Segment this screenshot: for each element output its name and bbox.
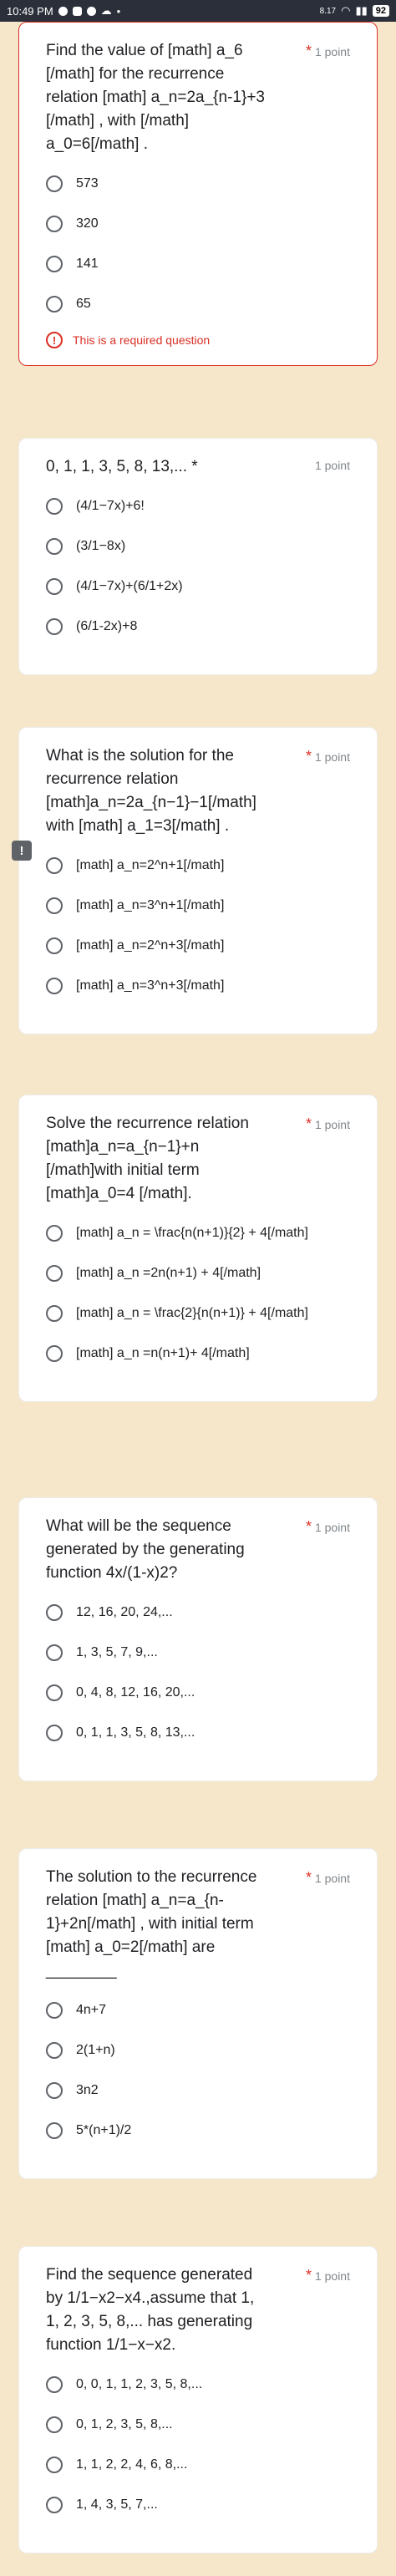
radio-button[interactable] xyxy=(46,1644,63,1661)
instagram-icon xyxy=(73,7,82,16)
radio-button[interactable] xyxy=(46,498,63,515)
option[interactable] xyxy=(46,617,350,636)
radio-button[interactable] xyxy=(46,538,63,555)
radio-button[interactable] xyxy=(46,1684,63,1701)
radio-button[interactable] xyxy=(46,1305,63,1322)
messenger-icon xyxy=(58,7,68,16)
option[interactable] xyxy=(46,1224,350,1242)
option-label: 0, 0, 1, 1, 2, 3, 5, 8,... xyxy=(76,2377,203,2391)
question-title: What will be the sequence generated by the generating function 4x/(1-x)2? xyxy=(46,1517,245,1582)
radio-button[interactable] xyxy=(46,2122,63,2139)
question-card xyxy=(18,1095,378,1402)
option[interactable] xyxy=(46,255,350,273)
option-label: 3n2 xyxy=(76,2083,99,2097)
option-label: 2(1+n) xyxy=(76,2043,115,2057)
radio-button[interactable] xyxy=(46,296,63,312)
radio-button[interactable] xyxy=(46,2497,63,2513)
option[interactable] xyxy=(46,2416,350,2434)
question-card xyxy=(18,22,378,366)
option[interactable] xyxy=(46,1264,350,1283)
question-title: Find the value of [math] a_6 [/math] for the recurrence relation [math] a_n=2a_{n-1}+3 [/math] , with [/math] a_0=6[/math] . xyxy=(46,42,265,153)
radio-button[interactable] xyxy=(46,937,63,954)
wifi-icon: ◠ xyxy=(341,4,351,17)
option[interactable] xyxy=(46,1344,350,1363)
radio-button[interactable] xyxy=(46,578,63,595)
option-label: 141 xyxy=(76,257,99,271)
radio-button[interactable] xyxy=(46,2416,63,2433)
radio-button[interactable] xyxy=(46,175,63,192)
option-label: [math] a_n =n(n+1)+ 4[/math] xyxy=(76,1346,250,1360)
option-label: 5*(n+1)/2 xyxy=(76,2123,132,2137)
option[interactable] xyxy=(46,977,350,995)
radio-button[interactable] xyxy=(46,2042,63,2059)
options-list xyxy=(46,1603,350,1742)
option[interactable] xyxy=(46,2001,350,2020)
option[interactable] xyxy=(46,937,350,955)
radio-button[interactable] xyxy=(46,2457,63,2473)
option-label: 65 xyxy=(76,297,91,311)
question-card xyxy=(18,727,378,1034)
error-text: This is a required question xyxy=(73,333,211,347)
options-list xyxy=(46,1224,350,1363)
option[interactable] xyxy=(46,295,350,313)
required-star: * xyxy=(305,43,312,59)
cloud-icon: ☁ xyxy=(100,4,112,17)
question-title: The solution to the recurrence relation [math] a_n=a_{n-1}+2n[/math] , with initial term [math] a_0=2[/math] are ________ xyxy=(46,1868,257,1979)
radio-button[interactable] xyxy=(46,1604,63,1621)
option-label: 320 xyxy=(76,216,99,231)
radio-button[interactable] xyxy=(46,1345,63,1362)
options-list xyxy=(46,2001,350,2140)
option-label: 573 xyxy=(76,176,99,191)
option-label: [math] a_n = \frac{n(n+1)}{2} + 4[/math] xyxy=(76,1226,308,1240)
option[interactable] xyxy=(46,2456,350,2474)
option-label: [math] a_n=2^n+1[/math] xyxy=(76,858,225,872)
question-points: 1 point xyxy=(314,44,350,58)
error-message xyxy=(46,332,350,348)
option[interactable] xyxy=(46,1304,350,1323)
option[interactable] xyxy=(46,2496,350,2514)
option[interactable] xyxy=(46,1684,350,1702)
option-label: (6/1-2x)+8 xyxy=(76,619,138,633)
question-points: 1 point xyxy=(314,749,350,764)
options-list xyxy=(46,2375,350,2514)
option[interactable] xyxy=(46,1603,350,1622)
option-label: (3/1−8x) xyxy=(76,539,126,553)
more-dot-icon: • xyxy=(116,4,121,18)
option[interactable] xyxy=(46,537,350,556)
option[interactable] xyxy=(46,2041,350,2060)
question-title: 0, 1, 1, 3, 5, 8, 13,... * xyxy=(46,458,198,475)
required-star: * xyxy=(305,1115,312,1132)
option-label: (4/1−7x)+(6/1+2x) xyxy=(76,579,183,593)
question-title: Find the sequence generated by 1/1−x2−x4.,assume that 1, 1, 2, 3, 5, 8,... has generating function 1/1−x−x2. xyxy=(46,2266,255,2354)
options-list xyxy=(46,497,350,636)
radio-button[interactable] xyxy=(46,216,63,232)
radio-button[interactable] xyxy=(46,2376,63,2393)
option[interactable] xyxy=(46,215,350,233)
option[interactable] xyxy=(46,2081,350,2100)
radio-button[interactable] xyxy=(46,1265,63,1282)
question-points: 1 point xyxy=(314,2269,350,2283)
radio-button[interactable] xyxy=(46,2002,63,2019)
radio-button[interactable] xyxy=(46,1225,63,1242)
signal-icon: ▮▮ xyxy=(355,4,368,17)
option-label: 4n+7 xyxy=(76,2003,107,2017)
options-list xyxy=(46,175,350,313)
option[interactable] xyxy=(46,1644,350,1662)
option-label: 0, 4, 8, 12, 16, 20,... xyxy=(76,1685,195,1700)
option-label: [math] a_n=3^n+3[/math] xyxy=(76,978,225,993)
status-bar xyxy=(0,0,396,22)
question-title: What is the solution for the recurrence relation [math]a_n=2a_{n−1}−1[/math] with [math] a_1=3[/math] . xyxy=(46,747,256,835)
option[interactable] xyxy=(46,577,350,596)
report-flag-icon[interactable]: ! xyxy=(12,841,32,861)
question-card xyxy=(18,2246,378,2553)
question-card xyxy=(18,1848,378,2179)
option[interactable] xyxy=(46,2121,350,2140)
option[interactable] xyxy=(46,497,350,516)
radio-button[interactable] xyxy=(46,857,63,874)
facebook-icon xyxy=(87,7,96,16)
question-points: 1 point xyxy=(314,459,350,472)
radio-button[interactable] xyxy=(46,897,63,914)
option-label: [math] a_n=2^n+3[/math] xyxy=(76,938,225,953)
required-star: * xyxy=(305,2267,312,2284)
option[interactable] xyxy=(46,2375,350,2394)
radio-button[interactable] xyxy=(46,618,63,635)
question-card xyxy=(18,1497,378,1781)
error-icon: ! xyxy=(46,332,63,348)
net-speed: 8.17 xyxy=(319,6,337,16)
option-label: [math] a_n = \frac{2}{n(n+1)} + 4[/math] xyxy=(76,1306,308,1320)
question-card xyxy=(18,438,378,675)
option-label: (4/1−7x)+6! xyxy=(76,499,145,513)
option-label: 12, 16, 20, 24,... xyxy=(76,1605,173,1619)
battery-icon: 92 xyxy=(373,5,389,17)
question-points: 1 point xyxy=(314,1871,350,1885)
status-time: 10:49 PM xyxy=(7,4,53,18)
option-label: 1, 3, 5, 7, 9,... xyxy=(76,1645,158,1659)
radio-button[interactable] xyxy=(46,2082,63,2099)
required-star: * xyxy=(305,1869,312,1886)
option[interactable] xyxy=(46,856,350,875)
option-label: [math] a_n =2n(n+1) + 4[/math] xyxy=(76,1266,261,1280)
required-star: * xyxy=(305,1518,312,1535)
required-star: * xyxy=(305,748,312,765)
option-label: 1, 1, 2, 2, 4, 6, 8,... xyxy=(76,2457,188,2472)
radio-button[interactable] xyxy=(46,256,63,272)
option-label: 0, 1, 2, 3, 5, 8,... xyxy=(76,2417,173,2431)
option-label: 0, 1, 1, 3, 5, 8, 13,... xyxy=(76,1725,195,1740)
option[interactable] xyxy=(46,175,350,193)
option[interactable] xyxy=(46,897,350,915)
option-label: 1, 4, 3, 5, 7,... xyxy=(76,2497,158,2512)
question-title: Solve the recurrence relation [math]a_n=a_{n−1}+n [/math]with initial term [math]a_0=4 [/math]. xyxy=(46,1115,249,1202)
question-points: 1 point xyxy=(314,1520,350,1534)
option-label: [math] a_n=3^n+1[/math] xyxy=(76,898,225,912)
option[interactable] xyxy=(46,1724,350,1742)
radio-button[interactable] xyxy=(46,978,63,994)
options-list xyxy=(46,856,350,995)
question-points: 1 point xyxy=(314,1117,350,1131)
radio-button[interactable] xyxy=(46,1725,63,1741)
